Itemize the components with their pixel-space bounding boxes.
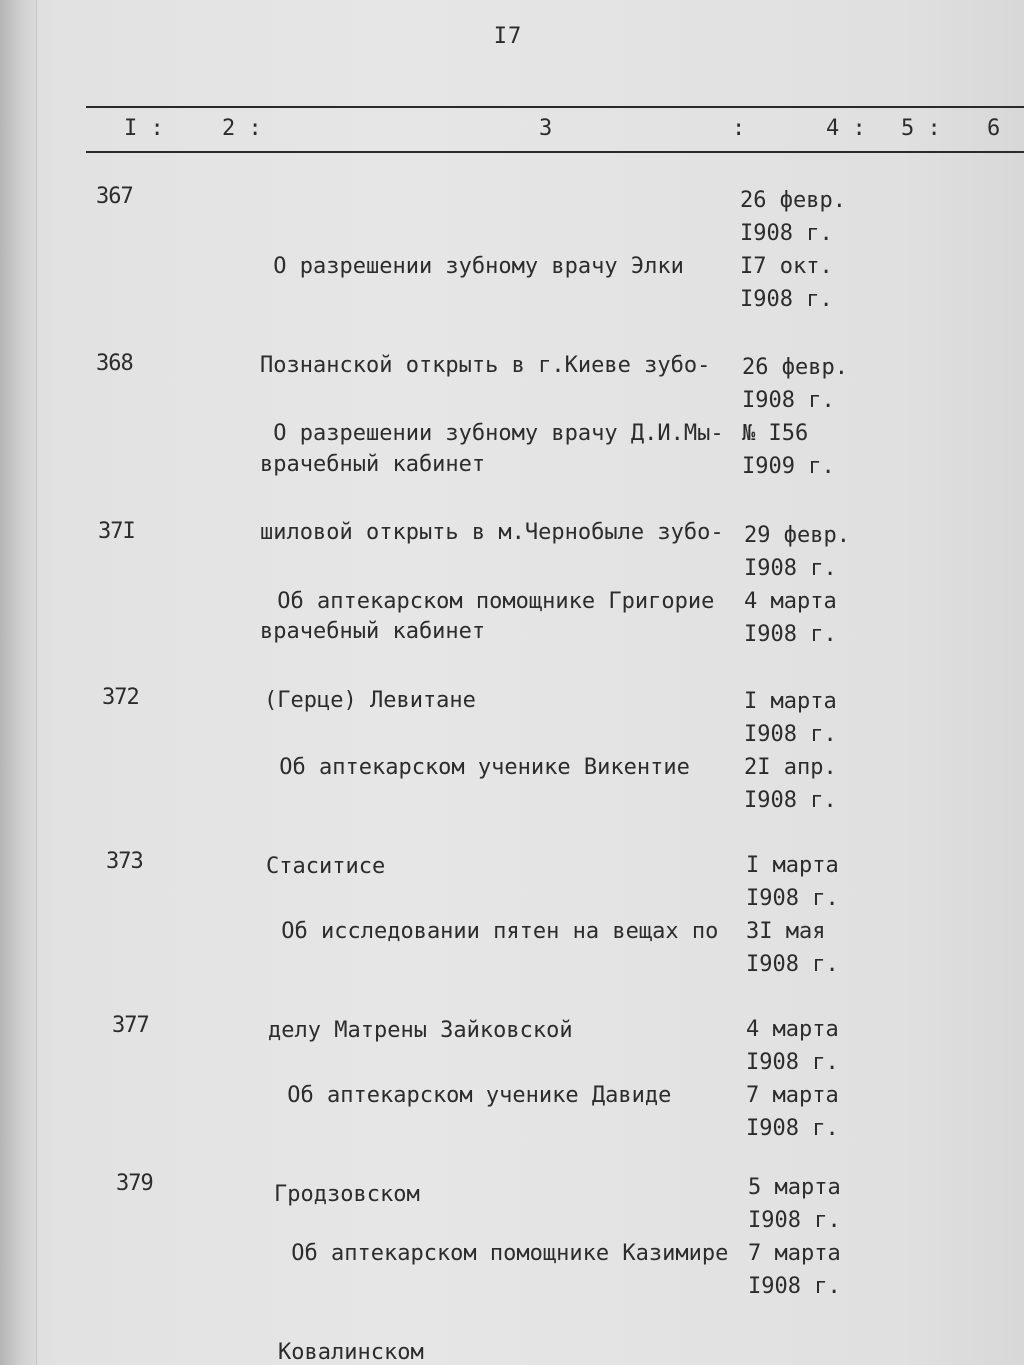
header-col-3-separator: :	[732, 116, 746, 141]
entry-dates	[744, 519, 850, 651]
entry-dates	[740, 184, 846, 316]
description-line: Об аптекарском помощнике Казимире	[278, 1241, 729, 1266]
date-line: 4 марта	[746, 1017, 839, 1042]
date-line: I908 г.	[744, 722, 837, 747]
date-line: I908 г.	[746, 1116, 839, 1141]
page-number: I7	[493, 24, 523, 49]
entry-number: 379	[116, 1171, 153, 1196]
date-line: I909 г.	[742, 454, 835, 479]
description-line: О разрешении зубному врачу Д.И.Мы-	[260, 421, 724, 446]
header-rule-top	[86, 106, 1024, 108]
date-line: 7 марта	[746, 1083, 839, 1108]
entry-dates	[746, 849, 839, 981]
entry-dates	[744, 685, 837, 817]
header-col-1: I :	[124, 116, 164, 141]
description-line: Об аптекарском ученике Викентие	[266, 755, 690, 780]
description-line: шиловой открыть в м.Чернобыле зубо-	[260, 520, 724, 545]
entry-description	[278, 1171, 768, 1365]
entry-number: 368	[96, 351, 133, 376]
date-line: 4 марта	[744, 589, 837, 614]
date-line: I908 г.	[746, 952, 839, 977]
date-line: 2I апр.	[744, 755, 837, 780]
entry-dates	[748, 1171, 841, 1303]
date-line: 7 марта	[748, 1241, 841, 1266]
description-line: Познанской открыть в г.Киеве зубо-	[260, 353, 711, 378]
description-line: О разрешении зубному врачу Элки	[260, 254, 684, 279]
date-line: I908 г.	[740, 287, 833, 312]
description-line: Об аптекарском ученике Давиде	[274, 1083, 672, 1108]
date-line: I марта	[746, 853, 839, 878]
description-line: врачебный кабинет	[260, 619, 486, 644]
date-line: I908 г.	[744, 622, 837, 647]
entry-number: 377	[112, 1013, 149, 1038]
date-line: I908 г.	[744, 788, 837, 813]
header-col-2: 2 :	[222, 116, 262, 141]
description-line: Об аптекарском помощнике Григорие	[264, 589, 715, 614]
date-line: I908 г.	[746, 886, 839, 911]
entry-number: 373	[106, 849, 143, 874]
date-line: I марта	[744, 689, 837, 714]
description-line: Гродзовском	[274, 1182, 420, 1207]
date-line: 26 февр.	[742, 355, 848, 380]
description-line: врачебный кабинет	[260, 452, 486, 477]
date-line: I908 г.	[744, 556, 837, 581]
date-line: 29 февр.	[744, 523, 850, 548]
description-line: Стаситисе	[266, 854, 386, 879]
entry-number: 372	[102, 685, 139, 710]
header-col-3: 3	[539, 116, 553, 141]
date-line: I908 г.	[742, 388, 835, 413]
date-line: № I56	[742, 421, 809, 446]
entry-number: 37I	[98, 519, 135, 544]
header-col-5: 5 :	[901, 116, 941, 141]
date-line: 5 марта	[748, 1175, 841, 1200]
description-line: (Герце) Левитане	[264, 688, 476, 713]
date-line: I908 г.	[748, 1274, 841, 1299]
date-line: I908 г.	[746, 1050, 839, 1075]
header-col-6: 6	[987, 116, 1001, 141]
description-line: Об исследовании пятен на вещах по	[268, 919, 719, 944]
entry-dates	[746, 1013, 839, 1145]
date-line: I908 г.	[748, 1208, 841, 1233]
description-line: делу Матрены Зайковской	[268, 1018, 573, 1043]
entry-number: 367	[96, 184, 133, 209]
header-col-4: 4 :	[826, 116, 866, 141]
entry-dates	[742, 351, 848, 483]
page-binding-edge	[0, 0, 37, 1365]
description-line: Ковалинском	[278, 1340, 424, 1365]
date-line: I7 окт.	[740, 254, 833, 279]
header-rule-bottom	[86, 151, 1024, 153]
date-line: 3I мая	[746, 919, 826, 944]
date-line: 26 февр.	[740, 188, 846, 213]
date-line: I908 г.	[740, 221, 833, 246]
